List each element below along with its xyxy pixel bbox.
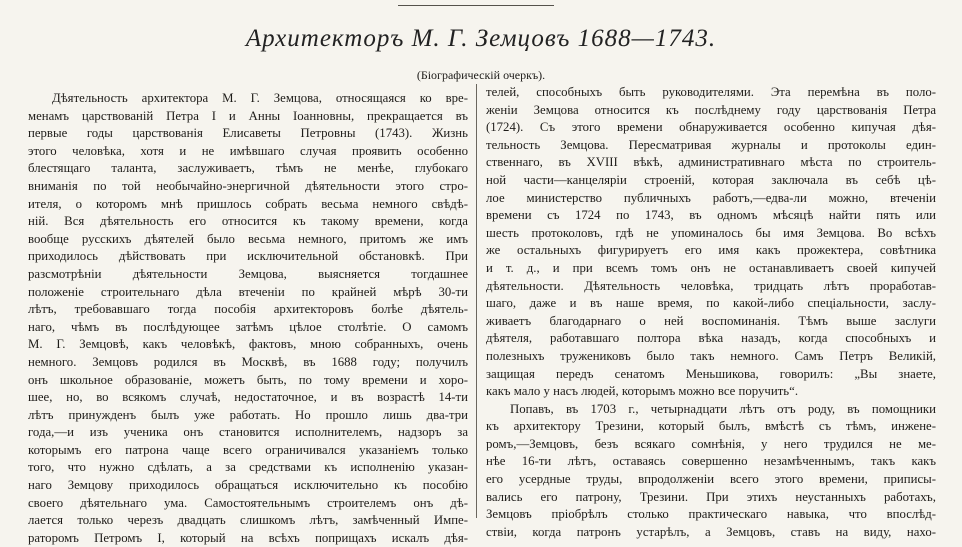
text-line: менамъ царствованій Петра I и Анны Іоанновны, прекращается въ (28, 108, 468, 123)
text-line: живаетъ благодарнаго о ней воспоминанія. Тѣмъ выше заслуги (486, 313, 936, 328)
column-divider (476, 84, 477, 518)
text-line: тельность Земцова. Пересматривая журналы и протоколы един- (486, 137, 936, 152)
text-line: ственнаго, въ XVIII вѣкѣ, административнаго мѣста по строитель- (486, 155, 936, 170)
text-line: шесть протоколовъ, гдѣ не упоминалось бы имя Земцова. Во всѣхъ (486, 225, 936, 240)
text-line: лается только черезъ двадцать слишкомъ лѣтъ, замѣченный Импе- (28, 513, 468, 528)
text-line: раторомъ Петромъ I, который на всѣхъ поприщахъ искалъ дѣя- (28, 530, 468, 545)
text-line: своего дѣятельнаго ума. Самостоятельнымъ строителемъ онъ дѣ- (28, 495, 468, 510)
text-line: года,—и изъ ученика онъ становится исполнителемъ, надзоръ за (28, 425, 468, 440)
text-line: наго, чѣмъ въ послѣдующее затѣмъ цѣлое столѣтіе. О самомъ (28, 319, 468, 334)
article-title: Архитекторъ М. Г. Земцовъ 1688—1743. (245, 25, 717, 52)
text-line: немного. Земцовъ родился въ Москвѣ, въ 1688 году; получилъ (28, 354, 468, 369)
text-line: времени съ 1724 по 1743, въ одномъ мѣсяцѣ найти пять или (486, 208, 936, 223)
text-line: ромъ,—Земцовъ, безъ всякаго сомнѣнія, у него трудился не ме- (486, 436, 936, 451)
text-line: вались его патрону, Трезини. При этихъ неустанныхъ работахъ, (486, 489, 936, 504)
text-line: (1724). Съ этого времени обнаруживается особенно кипучая дѣя- (486, 120, 936, 135)
text-line: лѣтъ, требовавшаго тогда пособія архитекторовъ болѣе дѣятель- (28, 302, 468, 317)
text-line: ителя, о которомъ мнѣ пришлось собрать весьма немного свѣдѣ- (28, 196, 468, 211)
text-line: дѣятельности. Дѣятельность человѣка, тридцать лѣтъ проработав- (486, 278, 936, 293)
text-line: и т. д., и при всемъ томъ онъ не останавливаетъ своей кипучей (486, 260, 936, 275)
header-rule (398, 5, 554, 6)
text-line: наго Земцову приходилось обращаться исключительно къ пособію (28, 478, 468, 493)
text-line: лѣтъ принужденъ былъ уже работать. Но прошло лишь два-три (28, 407, 468, 422)
text-line: онъ школьное образованіе, можетъ быть, по тому времени и хоро- (28, 372, 468, 387)
text-line: дѣятеля, работавшаго полтора вѣка назадъ, когда способныхъ и (486, 331, 936, 346)
text-line: ной части—канцеляріи строеній, которая заключала въ себѣ цѣ- (486, 172, 936, 187)
article-subtitle: (Біографическій очеркъ). (416, 68, 546, 82)
text-line: его усердные труды, впродолженіи всего этого времени, приписы- (486, 472, 936, 487)
text-line: нѣе 16-ти лѣтъ, оставаясь совершенно незамѣченнымъ, такъ какъ (486, 454, 936, 469)
left-column (28, 90, 468, 547)
text-line: къ архитектору Трезини, который былъ, вмѣстѣ съ тѣмъ, инжене- (486, 419, 936, 434)
text-line: полезныхъ тружениковъ было такъ немного. Самъ Петръ Великій, (486, 348, 936, 363)
text-line: шаго, даже и въ наше время, по какой-либо спеціальности, заслу- (486, 296, 936, 311)
text-line: этого человѣка, хотя и не имѣвшаго случая проявить особенно (28, 143, 468, 158)
text-line: лое министерство публичныхъ работъ,—едва-ли можно, втеченіи (486, 190, 936, 205)
text-line: шее, но, во всякомъ случаѣ, недостаточное, и въ возрастѣ 14-ти (28, 390, 468, 405)
text-line: женіи Земцова относится къ послѣднему году царствованія Петра (486, 102, 936, 117)
text-line: какъ мало у насъ людей, которымъ можно все поручить“. (486, 384, 799, 399)
text-line: разсмотрѣніи дѣятельности Земцова, выясняется тогдашнее (28, 266, 468, 281)
text-line: защищая передъ сенатомъ Меньшикова, говорилъ: „Вы знаете, (486, 366, 936, 381)
right-column (486, 84, 936, 541)
text-line: Попавъ, въ 1703 г., четырнадцати лѣтъ отъ роду, въ помощники (510, 401, 936, 416)
text-line: приходилось дѣйствовать при исключительной обстановкѣ. При (28, 249, 468, 264)
text-line: блестящаго таланта, заслуживаетъ, тѣмъ не менѣе, глубокаго (28, 161, 468, 176)
text-line: вниманія по той необычайно-энергичной дѣятельности этого стро- (28, 178, 468, 193)
text-line: ствіи, когда патронъ устарѣлъ, а Земцовъ, ставъ на виду, нахо- (486, 524, 936, 539)
text-line: М. Г. Земцовѣ, какъ человѣкѣ, фактовъ, мною собранныхъ, очень (28, 337, 468, 352)
text-line: же остальныхъ фигурируетъ его имя какъ прожектера, совѣтника (486, 243, 936, 258)
text-line: Земцовъ пріобрѣлъ столько практическаго навыка, что впослѣд- (486, 507, 936, 522)
text-line: вообще русскихъ дѣятелей было весьма немного, притомъ же имъ (28, 231, 468, 246)
text-line: которымъ его патрона чаще всего ограничивался указаніемъ только (28, 442, 468, 457)
text-line: телей, способныхъ быть руководителями. Эта перемѣна въ поло- (486, 85, 936, 99)
text-line: того, что нужно сдѣлать, а за средствами къ исполненію указан- (28, 460, 468, 475)
text-line: первые годы царствованія Елисаветы Петровны (1743). Жизнь (28, 126, 468, 141)
text-line: Дѣятельность архитектора М. Г. Земцова, относящаяся ко вре- (52, 91, 468, 105)
text-line: ній. Вся дѣятельность его относится къ такому времени, когда (28, 214, 468, 229)
text-line: положеніе строительнаго дѣла втеченіи по крайней мѣрѣ 30-ти (28, 284, 468, 299)
